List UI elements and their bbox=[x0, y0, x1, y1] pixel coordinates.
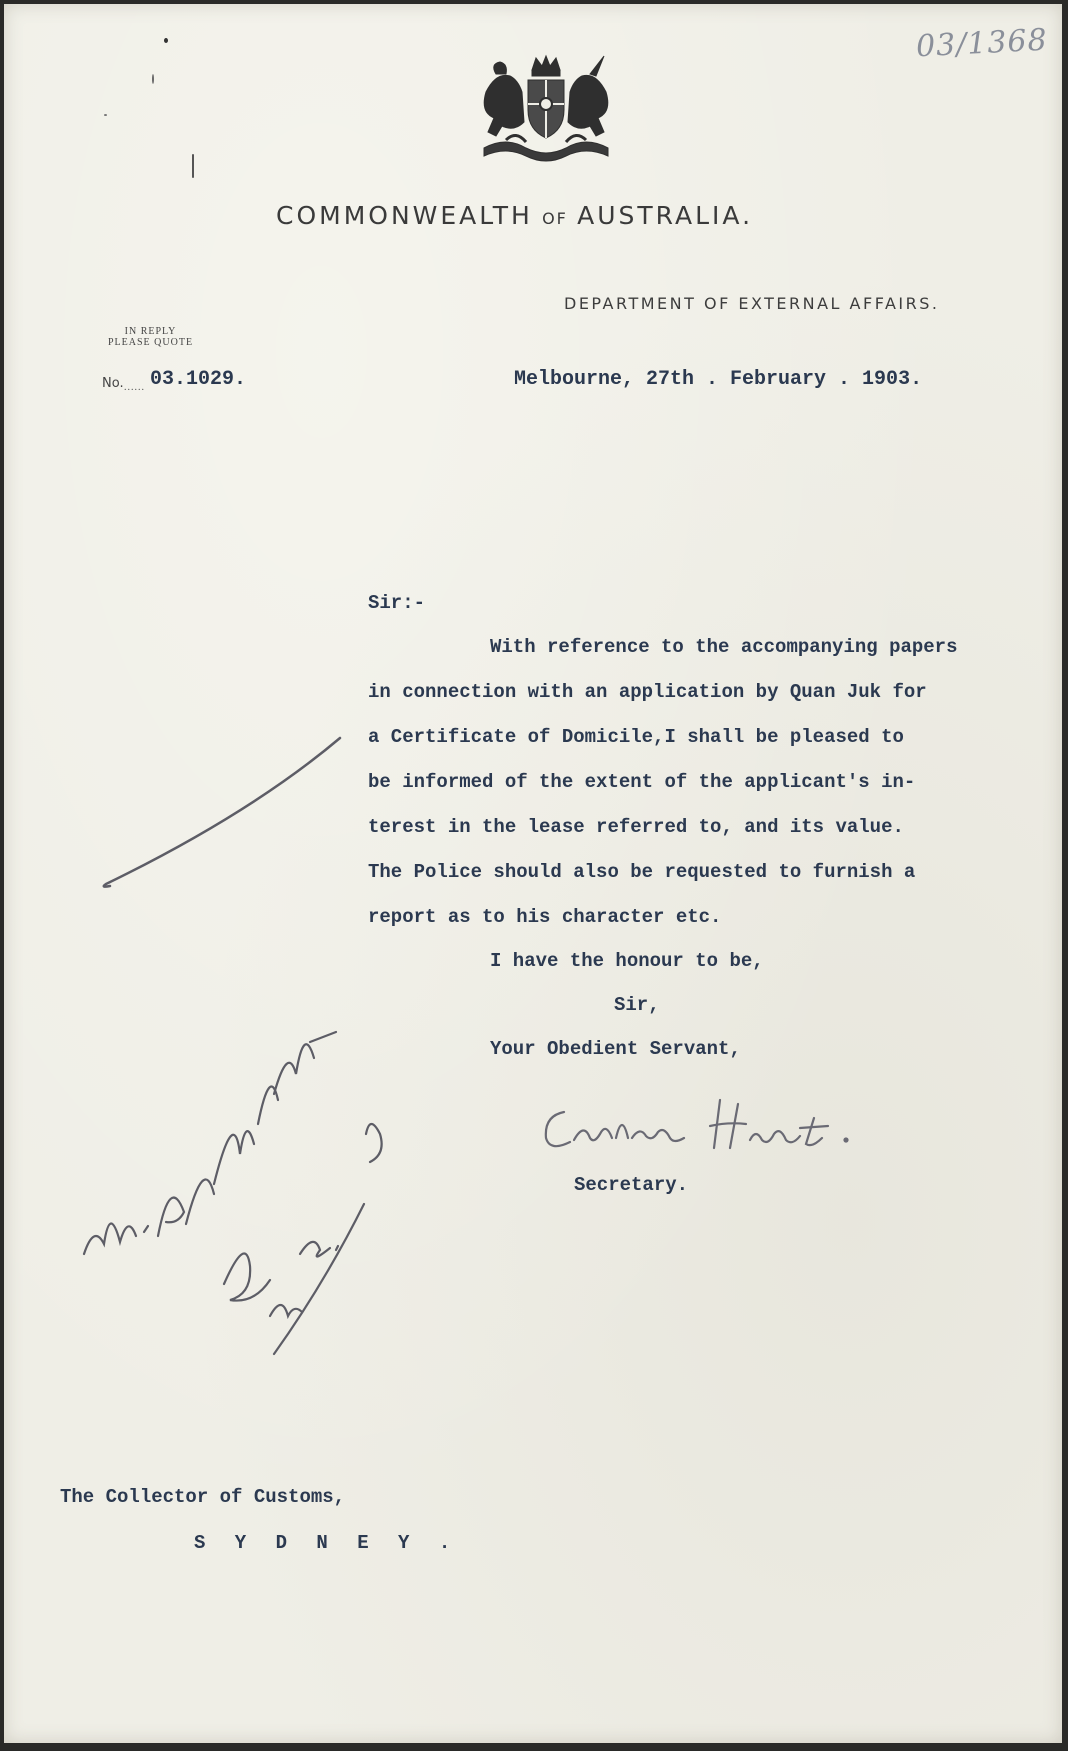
closing-honour: I have the honour to be, bbox=[490, 950, 764, 972]
reference-number: 03.1029. bbox=[150, 368, 247, 391]
body-line: The Police should also be requested to furnish a bbox=[368, 861, 916, 883]
file-reference-number: 03/1368 bbox=[915, 22, 1049, 65]
letterhead-heading bbox=[276, 201, 753, 231]
signatory-title: Secretary. bbox=[574, 1174, 689, 1196]
department-name: DEPARTMENT OF EXTERNAL AFFAIRS. bbox=[564, 294, 940, 313]
handwritten-margin-annotation bbox=[74, 1004, 414, 1364]
pencil-margin-mark bbox=[100, 734, 350, 894]
closing-sir: Sir, bbox=[614, 994, 660, 1016]
reply-notice bbox=[108, 326, 193, 348]
heading-of: OF bbox=[542, 209, 568, 228]
reference-dots: ...... bbox=[124, 382, 145, 393]
body-line: terest in the lease referred to, and its value. bbox=[368, 816, 904, 838]
heading-commonwealth: COMMONWEALTH bbox=[276, 201, 533, 230]
body-line: in connection with an application by Quan Juk for bbox=[368, 681, 927, 703]
body-line: be informed of the extent of the applicant's in- bbox=[368, 771, 916, 793]
reply-notice-line-1: IN REPLY bbox=[124, 326, 177, 337]
body-line: a Certificate of Domicile,I shall be pleased to bbox=[368, 726, 904, 748]
heading-australia: AUSTRALIA. bbox=[577, 201, 754, 230]
reply-notice-line-2: PLEASE QUOTE bbox=[108, 337, 194, 348]
addressee-city: S Y D N E Y . bbox=[194, 1532, 460, 1554]
body-line: With reference to the accompanying papers bbox=[490, 636, 958, 658]
dateline: Melbourne, 27th . February . 1903. bbox=[514, 368, 923, 391]
letter-sheet bbox=[4, 4, 1062, 1743]
coat-of-arms-emblem bbox=[466, 52, 626, 170]
body-line: report as to his character etc. bbox=[368, 906, 722, 928]
reference-label: No. bbox=[102, 376, 124, 391]
closing-obedient-servant: Your Obedient Servant, bbox=[490, 1038, 741, 1060]
addressee-title: The Collector of Customs, bbox=[60, 1486, 346, 1508]
salutation: Sir:- bbox=[368, 592, 426, 614]
handwritten-signature bbox=[524, 1082, 904, 1162]
